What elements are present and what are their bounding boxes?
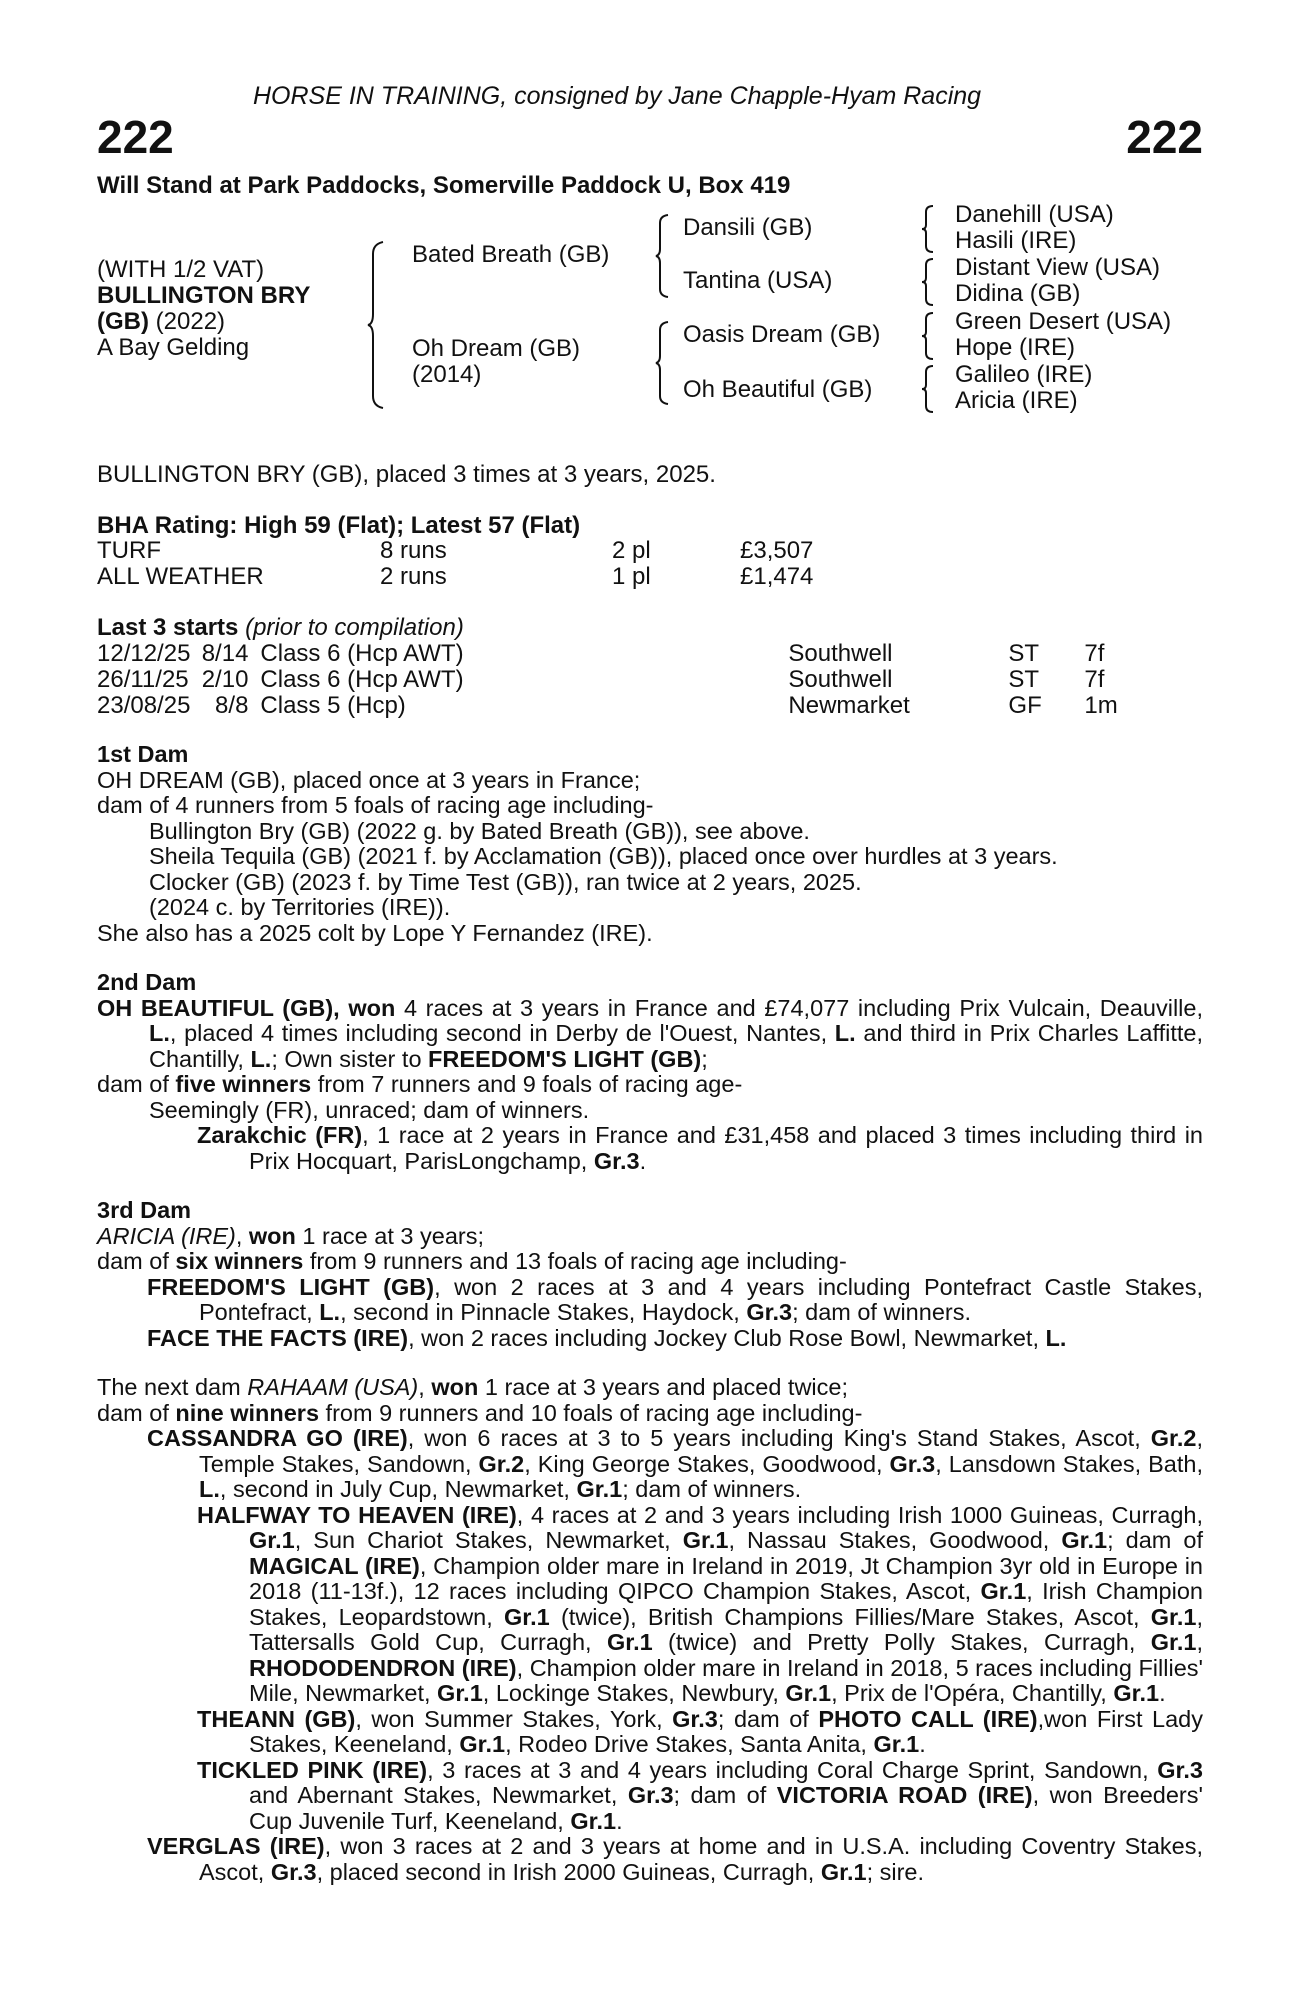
section-heading: 2nd Dam xyxy=(97,969,197,995)
sss: Danehill (USA) xyxy=(955,201,1114,228)
dam: Oh Dream (GB) xyxy=(412,335,581,362)
brace-g3 xyxy=(921,311,935,361)
catalogue-page xyxy=(97,0,1203,2000)
brace-g1 xyxy=(921,204,935,254)
table-row: 12/12/25 8/14 Class 6 (Hcp AWT) Southwell ST 7f xyxy=(97,640,1105,667)
prize: £1,474 xyxy=(740,563,814,590)
sire-dam-brace xyxy=(367,240,387,410)
next-dam-section: The next dam RAHAAM (USA), won 1 race at 3 years and placed twice; dam of nine winners from 9 runners and 10 foals of racing age including- CASSANDRA GO (IRE), won 6 races at 3 to 5 years including King's Stand Stakes, Ascot, Gr.2, Temple Stakes, Sandown, Gr.2, King George Stakes, Goodwood, Gr.3, Lansdown Stakes, Bath, L., second in July Cup, Newmarket, Gr.1; dam of winners. HALFWAY TO HEAVEN (IRE), 4 races at 2 and 3 years including Irish 1000 Guineas, Curragh, Gr.1, Sun Chariot Stakes, Newmarket, Gr.1, Nassau Stakes, Goodwood, Gr.1; dam of MAGICAL (IRE), Champion older mare in Ireland in 2019, Jt Champion 3yr old in Europe in 2018 (11-13f.), 12 races including QIPCO Champion Stakes, Ascot, Gr.1, Irish Champion Stakes, Leopardstown, Gr.1 (twice), British Champions Fillies/Mare Stakes, Ascot, Gr.1, Tattersalls Gold Cup, Curragh, Gr.1 (twice) and Pretty Polly Stakes, Curragh, Gr.1, RHODODENDRON (IRE), Champion older mare in Ireland in 2018, 5 races including Fillies' Mile, Newmarket, Gr.1, Lockinge Stakes, Newbury, Gr.1, Prix de l'Opéra, Chantilly, Gr.1. THEANN (GB), won Summer Stakes, York, Gr.3; dam of PHOTO CALL (IRE),won First Lady Stakes, Keeneland, Gr.1, Rodeo Drive Stakes, Santa Anita, Gr.1. TICKLED PINK (IRE), 3 races at 3 and 4 years including Coral Charge Sprint, Sandown, Gr.3 and Abernant Stakes, Newmarket, Gr.3; dam of VICTORIA ROAD (IRE), won Breeders' Cup Juvenile Turf, Keeneland, Gr.1. VERGLAS (IRE), won 3 races at 2 and 3 years at home and in U.S.A. including Coventry Stakes, Ascot, Gr.3, placed second in Irish 2000 Guineas, Curragh, Gr.1; sire. xyxy=(97,1374,1204,1885)
section-heading: 3rd Dam xyxy=(97,1197,192,1223)
second-dam-section: 2nd Dam OH BEAUTIFUL (GB), won 4 races at 3 years in France and £74,077 including Prix Vulcain, Deauville, L., placed 4 times including second in Derby de l'Ouest, Nantes, L. and third in Prix Charles Laffitte, Chantilly, L.; Own sister to FREEDOM'S LIGHT (GB); dam of five winners from 7 runners and 9 foals of racing age- Seemingly (FR), unraced; dam of winners. Zarakchic (FR), 1 race at 2 years in France and £31,458 and placed 3 times including third in Prix Hocquart, ParisLongchamp, Gr.3. xyxy=(97,969,1203,1174)
dam-year: (2014) xyxy=(412,361,482,388)
sire-parents-brace xyxy=(655,213,671,299)
sire-dam: Tantina (USA) xyxy=(683,267,833,294)
sds: Distant View (USA) xyxy=(955,254,1160,281)
dss: Green Desert (USA) xyxy=(955,308,1172,335)
dam2-record: OH BEAUTIFUL (GB), won 4 races at 3 years in France and £74,077 including Prix Vulcain, Deauville, L., placed 4 times including second in Derby de l'Ouest, Nantes, L. and third in Prix Charles Laffitte, Chantilly, L.; Own sister to FREEDOM'S LIGHT (GB); xyxy=(97,994,1203,1072)
placed: 1 pl xyxy=(612,563,651,590)
sdd: Didina (GB) xyxy=(955,280,1081,307)
verglas: VERGLAS (IRE), won 3 races at 2 and 3 years at home and in U.S.A. including Coventry Stakes, Ascot, Gr.3, placed second in Irish 2000 Guineas, Curragh, Gr.1; sire. xyxy=(147,1833,1203,1885)
dsd: Hope (IRE) xyxy=(955,334,1076,361)
horse-year: (2022) xyxy=(148,308,226,335)
last-starts-table xyxy=(97,641,1118,719)
consignment-line: HORSE IN TRAINING, consigned by Jane Chapple-Hyam Racing xyxy=(253,82,982,110)
bha-rating: BHA Rating: High 59 (Flat); Latest 57 (Flat) xyxy=(97,512,581,539)
last-starts-heading: Last 3 starts (prior to compilation) xyxy=(97,614,464,641)
dam-sire: Oasis Dream (GB) xyxy=(683,321,881,348)
surface: TURF xyxy=(97,537,161,564)
horse-country: (GB) xyxy=(97,308,149,335)
cassandra-go: CASSANDRA GO (IRE), won 6 races at 3 to 5 years including King's Stand Stakes, Ascot, Gr.2, Temple Stakes, Sandown, Gr.2, King George Stakes, Goodwood, Gr.3, Lansdown Stakes, Bath, L., second in July Cup, Newmarket, Gr.1; dam of winners. xyxy=(147,1425,1204,1502)
brace-g2 xyxy=(921,257,935,307)
horse-description: A Bay Gelding xyxy=(97,334,250,361)
stand-location: Will Stand at Park Paddocks, Somerville Paddock U, Box 419 xyxy=(97,172,791,199)
first-dam-section: 1st Dam OH DREAM (GB), placed once at 3 years in France; dam of 4 runners from 5 foals of racing age including- Bullington Bry (GB) (2022 g. by Bated Breath (GB)), see above. Sheila Tequila (GB) (2021 f. by Acclamation (GB)), placed once over hurdles at 3 years. Clocker (GB) (2023 f. by Time Test (GB)), ran twice at 2 years, 2025. (2024 c. by Territories (IRE)). She also has a 2025 colt by Lope Y Fernandez (IRE). xyxy=(97,742,1203,946)
third-dam-section: 3rd Dam ARICIA (IRE), won 1 race at 3 years; dam of six winners from 9 runners and 13 foals of racing age including- FREEDOM'S LIGHT (GB), won 2 races at 3 and 4 years including Pontefract Castle Stakes, Pontefract, L., second in Pinnacle Stakes, Haydock, Gr.3; dam of winners. FACE THE FACTS (IRE), won 2 races including Jockey Club Rose Bowl, Newmarket, L. xyxy=(97,1197,1203,1351)
runs: 2 runs xyxy=(380,563,447,590)
table-row xyxy=(97,538,813,564)
surface: ALL WEATHER xyxy=(97,563,264,590)
theann: THEANN (GB), won Summer Stakes, York, Gr.3; dam of PHOTO CALL (IRE),won First Lady Stakes, Keeneland, Gr.1, Rodeo Drive Stakes, Santa Anita, Gr.1. xyxy=(197,1705,1204,1757)
dam-dam: Oh Beautiful (GB) xyxy=(683,376,873,403)
section-heading: 1st Dam xyxy=(97,741,189,767)
dds: Galileo (IRE) xyxy=(955,361,1093,388)
ssd: Hasili (IRE) xyxy=(955,227,1077,254)
table-row xyxy=(97,564,813,590)
table-row: 23/08/25 8/8 Class 5 (Hcp) Newmarket GF 1m xyxy=(97,692,1118,719)
tickled-pink: TICKLED PINK (IRE), 3 races at 3 and 4 years including Coral Charge Sprint, Sandown, Gr.3 and Abernant Stakes, Newmarket, Gr.3; dam of VICTORIA ROAD (IRE), won Breeders' Cup Juvenile Turf, Keeneland, Gr.1. xyxy=(197,1756,1203,1834)
halfway-to-heaven: HALFWAY TO HEAVEN (IRE), 4 races at 2 and 3 years including Irish 1000 Guineas, Curragh, Gr.1, Sun Chariot Stakes, Newmarket, Gr.1, Nassau Stakes, Goodwood, Gr.1; dam of MAGICAL (IRE), Champion older mare in Ireland in 2019, Jt Champion 3yr old in Europe in 2018 (11-13f.), 12 races including QIPCO Champion Stakes, Ascot, Gr.1, Irish Champion Stakes, Leopardstown, Gr.1 (twice), British Champions Fillies/Mare Stakes, Ascot, Gr.1, Tattersalls Gold Cup, Curragh, Gr.1 (twice) and Pretty Polly Stakes, Curragh, Gr.1, RHODODENDRON (IRE), Champion older mare in Ireland in 2018, 5 races including Fillies' Mile, Newmarket, Gr.1, Lockinge Stakes, Newbury, Gr.1, Prix de l'Opéra, Chantilly, Gr.1. xyxy=(197,1501,1204,1706)
vat-note: (WITH 1/2 VAT) xyxy=(97,256,265,283)
brace-g4 xyxy=(921,364,935,414)
placed: 2 pl xyxy=(612,537,651,564)
horse-name: BULLINGTON BRY xyxy=(97,282,311,309)
prize: £3,507 xyxy=(740,537,814,564)
dam-parents-brace xyxy=(655,320,671,406)
sire-sire: Dansili (GB) xyxy=(683,214,813,241)
race-summary: BULLINGTON BRY (GB), placed 3 times at 3 years, 2025. xyxy=(97,461,716,488)
lot-number-left: 222 xyxy=(97,111,174,163)
horse-country-year xyxy=(97,309,225,335)
table-row: 26/11/25 2/10 Class 6 (Hcp AWT) Southwell ST 7f xyxy=(97,666,1105,693)
runs: 8 runs xyxy=(380,537,447,564)
lot-number-right: 222 xyxy=(1126,111,1203,163)
ddd: Aricia (IRE) xyxy=(955,387,1078,414)
sire: Bated Breath (GB) xyxy=(412,241,610,268)
rating-table xyxy=(97,538,813,590)
